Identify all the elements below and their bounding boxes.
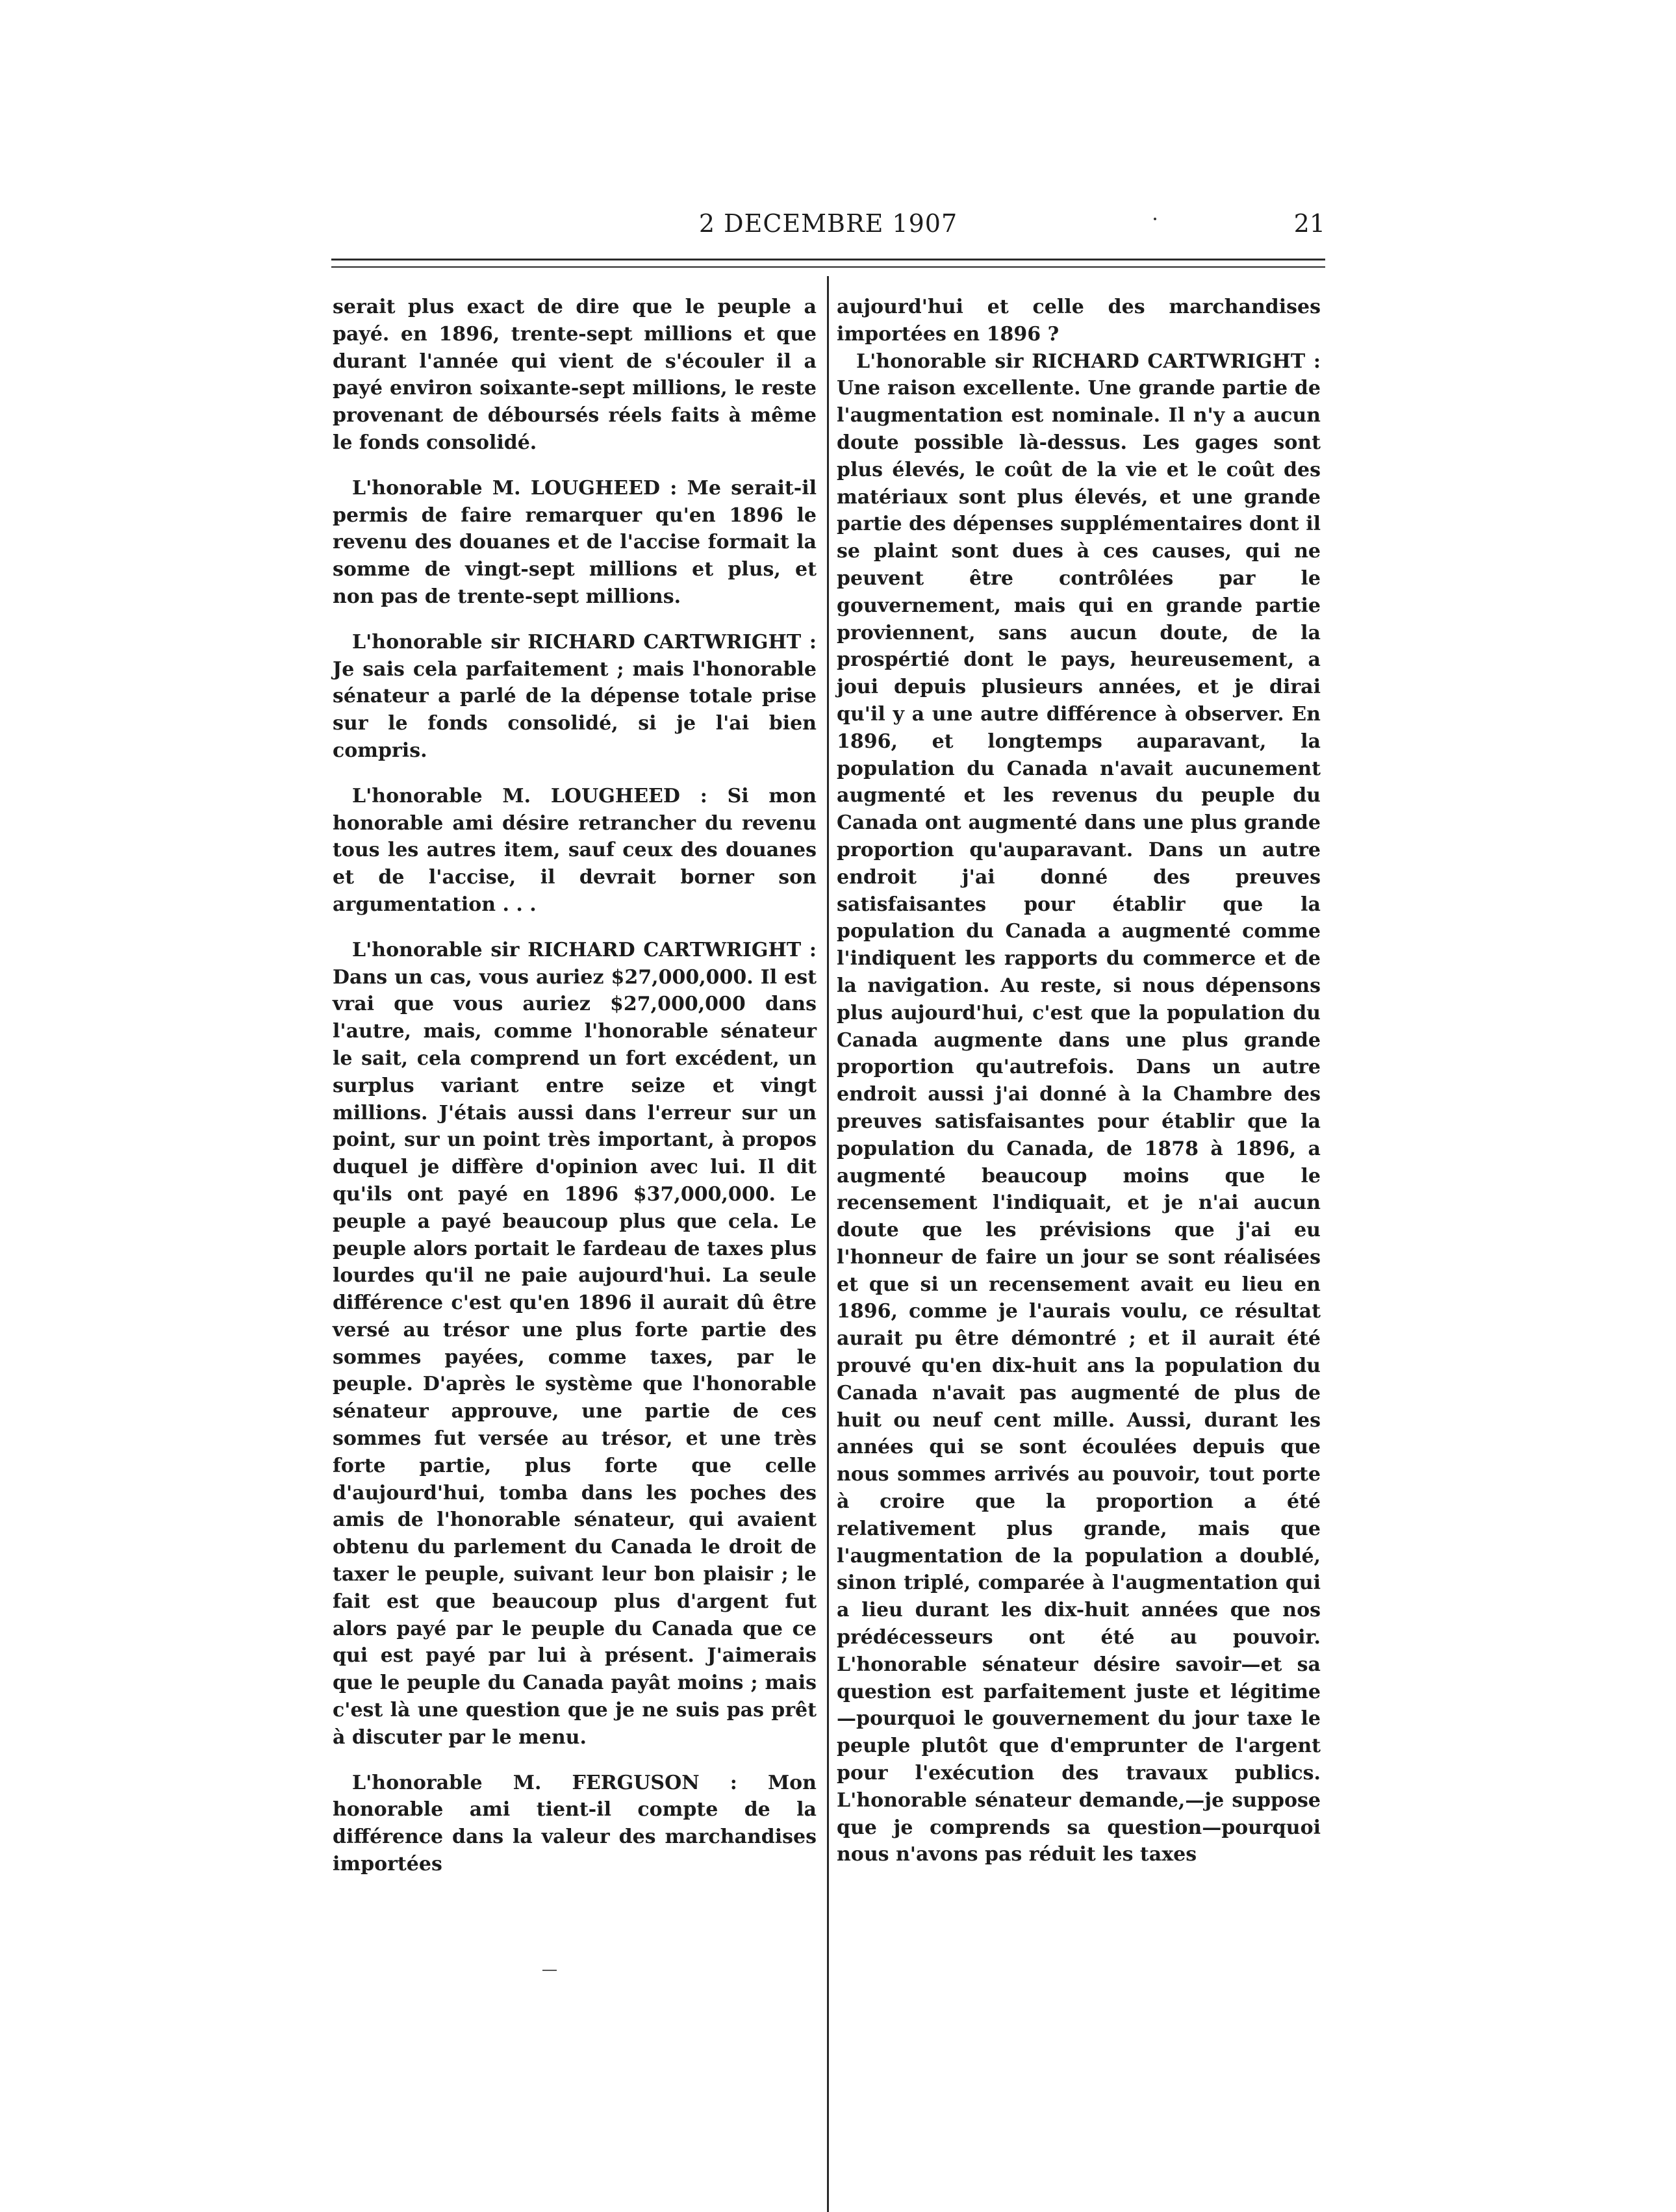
right-paragraph-2: L'honorable sir RICHARD CARTWRIGHT : Une raison excellente. Une grande partie de l'augmentation est nominale. Il n'y a aucun doute possible là-dessus. Les gages sont plus élevés, le coût de la vie et le coût des matériaux sont plus élevés, et une grande partie des dépenses supplémentaires dont il se plaint sont dues à ces causes, qui ne peuvent être contrôlées par le gouvernement, mais qui en grande partie proviennent, sans aucun doute, de la prospértié dont le pays, heureusement, a joui depuis plusieurs années, et je dirai qu'il y a une autre différence à observer. En 1896, et longtemps auparavant, la population du Canada n'avait aucunement augmenté et les revenus du peuple du Canada ont augmenté dans une plus grande proportion qu'auparavant. Dans un autre endroit j'ai donné des preuves satisfaisantes pour établir que la population du Canada a augmenté comme l'indiquent les rapports du commerce et de la navigation. Au reste, si nous dépensons plus aujourd'hui, c'est que la population du Canada augmente dans une plus grande proportion qu'autrefois. Dans un autre endroit aussi j'ai donné à la Chambre des preuves satisfaisantes pour établir que la population du Canada, de 1878 à 1896, a augmenté beaucoup moins que le recensement l'indiquait, et je n'ai aucun doute que les prévisions que j'ai eu l'honneur de faire un jour se sont réalisées et que si un recensement avait eu lieu en 1896, comme je l'aurais voulu, ce résultat aurait pu être démontré ; et il aurait été prouvé qu'en dix-huit ans la population du Canada n'avait pas augmenté de plus de huit ou neuf cent mille. Aussi, durant les années qui se sont écoulées depuis que nous sommes arrivés au pouvoir, tout porte à croire que la proportion a été relativement plus grande, mais que l'augmentation de la population a doublé, sinon triplé, comparée à l'augmentation qui a lieu durant les dix-huit années que nos prédécesseurs ont été au pouvoir. L'honorable sénateur désire savoir—et sa question est parfaitement juste et légitime—pourquoi le gouvernement du jour taxe le peuple plutôt que d'emprunter de l'argent pour l'exécution des travaux publics. L'honorable sénateur demande,—je suppose que je comprends sa question—pourquoi nous n'avons pas réduit les taxes — [837, 350, 1321, 1866]
header-rule-bottom — [331, 266, 1325, 268]
page-number: 21 — [1293, 209, 1325, 238]
header-rule-top — [331, 259, 1325, 261]
left-paragraph-2: L'honorable M. LOUGHEED : Me serait-il permis de faire remarquer qu'en 1896 le revenu des douanes et de l'accise formait la somme de vingt-sept millions et plus, et non pas de trente-sept millions. — [333, 476, 817, 608]
page-header — [331, 209, 1325, 248]
left-column — [333, 294, 817, 1878]
right-paragraph-1: aujourd'hui et celle des marchandises importées en 1896 ? — [837, 296, 1321, 346]
left-paragraph-3: L'honorable sir RICHARD CARTWRIGHT : Je sais cela parfaitement ; mais l'honorable sénateur a parlé de la dépense totale prise sur le fonds consolidé, si je l'ai bien compris. — [333, 630, 817, 762]
header-date: 2 DECEMBRE 1907 — [698, 209, 958, 238]
left-paragraph-4: L'honorable M. LOUGHEED : Si mon honorable ami désire retrancher du revenu tous les autres item, sauf ceux des douanes et de l'accise, il devrait borner son argumentation . . . — [333, 784, 817, 916]
column-divider — [827, 276, 829, 2212]
left-paragraph-5: L'honorable sir RICHARD CARTWRIGHT : Dans un cas, vous auriez $27,000,000. Il est vrai que vous auriez $27,000,000 dans l'autre, mais, comme l'honorable sénateur le sait, cela comprend un fort excédent, un surplus variant entre seize et vingt millions. J'étais aussi dans l'erreur sur un point, sur un point très important, à propos duquel je diffère d'opinion avec lui. Il dit qu'ils ont payé en 1896 $37,000,000. Le peuple a payé beaucoup plus que cela. Le peuple alors portait le fardeau de taxes plus lourdes qu'il ne paie aujourd'hui. La seule différence c'est qu'en 1896 il aurait dû être versé au trésor une plus forte partie des sommes payées, comme taxes, par le peuple. D'après le système que l'honorable sénateur approuve, une partie de ces sommes fut versée au trésor, et une très forte partie, plus forte que celle d'aujourd'hui, tomba dans les poches des amis de l'honorable sénateur, qui avaient obtenu du parlement du Canada le droit de taxer le peuple, suivant leur bon plaisir ; le fait est que beaucoup plus d'argent fut alors payé par le peuple du Canada que ce qui est payé par lui à présent. J'aimerais que le peuple du Canada payât moins ; mais c'est là une question que je ne suis pas prêt à discuter par le menu. — [333, 938, 817, 1749]
left-paragraph-1: serait plus exact de dire que le peuple a payé. en 1896, trente-sept millions et que durant l'année qui vient de s'écouler il a payé environ soixante-sept millions, le reste provenant de déboursés réels faits à même le fonds consolidé. — [333, 296, 817, 454]
stray-ink-mark — [1154, 218, 1156, 220]
right-column — [837, 294, 1321, 1868]
left-paragraph-6: L'honorable M. FERGUSON : Mon honorable ami tient-il compte de la différence dans la valeur des marchandises importées — [333, 1771, 817, 1876]
footer-mark — [542, 1970, 557, 1971]
